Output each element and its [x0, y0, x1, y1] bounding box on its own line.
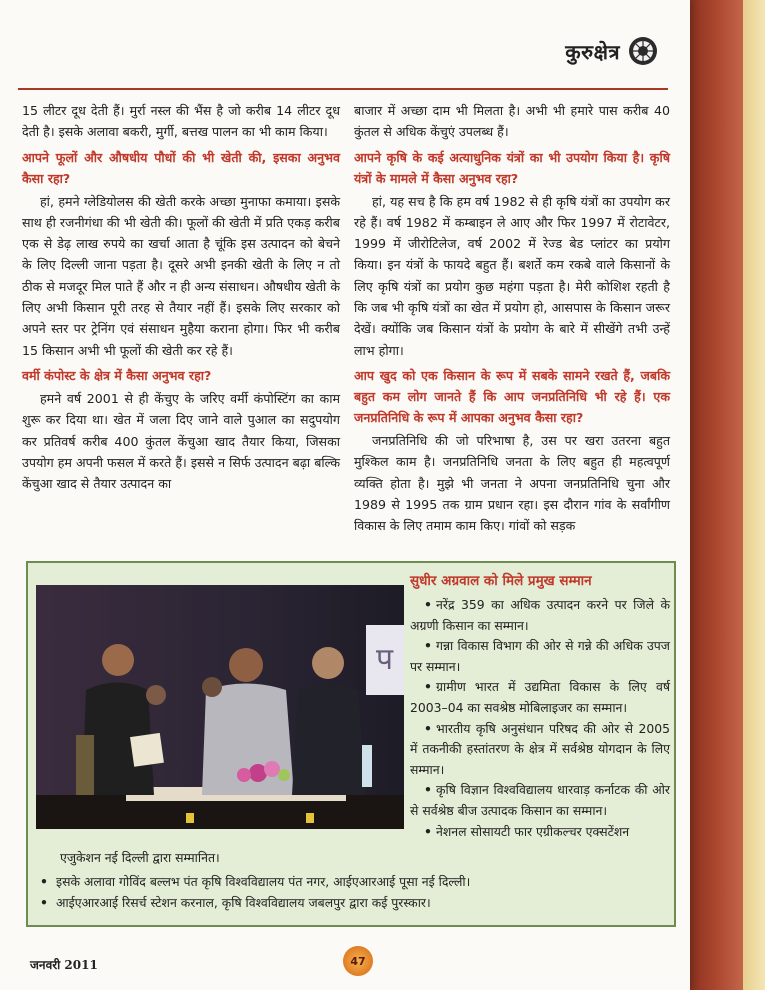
banner-letter: प: [376, 642, 394, 677]
page-edge-light: [743, 0, 765, 990]
right-paragraph-1: बाजार में अच्छा दाम भी मिलता है। अभी भी हमारे पास करीब 40 कुंतल से अधिक केंचुएं उपलब्ध हैं।: [354, 103, 670, 140]
left-column: [22, 100, 340, 494]
answer-flowers: हां, हमने ग्लेडियोलस की खेती करके अच्छा मुनाफा कमाया। इसके साथ ही रजनीगंधा की भी खेती की। फूलों की खेती में प्रति एकड़ करीब एक से डेढ़ लाख रुपये का खर्चा आता है चूंकि इस उत्पादन को बेचने के लिए दिल्ली जाना पड़ता है। दूसरे अभी इनकी खेती के लिए न तो ठीक से मजदूर मिल पाते हैं और न ही अन्य संसाधन। औषधीय खेती के लिए अभी किसान पूरी तरह से तैयार नहीं हैं। इसके लिए सरकार को अपने स्तर पर ट्रेनिंग एवं संसाधन मुहैया कराना होगा। फिर भी करीब 15 किसान अभी भी फूलों की खेती कर रहे हैं।: [22, 193, 340, 358]
awards-box: [26, 561, 676, 927]
magazine-title: कुरुक्षेत्र: [565, 39, 620, 64]
question-machinery: आपने कृषि के कई अत्याधुनिक यंत्रों का भी उपयोग किया है। कृषि यंत्रों के मामले में कैसा अनुभव रहा?: [354, 149, 670, 186]
award-item: • कृषि विज्ञान विश्वविद्यालय धारवाड़ कर्नाटक की ओर से सर्वश्रेष्ठ बीज उत्पादक किसान का सम्मान।: [410, 780, 670, 821]
question-flowers: आपने फूलों और औषधीय पौधों की भी खेती की, इसका अनुभव कैसा रहा?: [22, 149, 340, 186]
award-item: • नरेंद्र 359 का अधिक उत्पादन करने पर जिले के अग्रणी किसान का सम्मान।: [410, 595, 670, 636]
header-rule: [18, 88, 668, 90]
masthead: [565, 36, 658, 66]
award-item: • गन्ना विकास विभाग की ओर से गन्ने की अधिक उपज पर सम्मान।: [410, 636, 670, 677]
awards-continuation: एजुकेशन नई दिल्ली द्वारा सम्मानित।: [60, 850, 220, 865]
emblem-icon: [628, 36, 658, 66]
award-ceremony-photo: [36, 585, 404, 829]
left-paragraph-1: 15 लीटर दूध देती हैं। मुर्रा नस्ल की भैंस है जो करीब 14 लीटर दूध देती है। इसके अलावा बकरी, मुर्गी, बत्तख पालन का भी काम किया।: [22, 103, 340, 140]
awards-extra-list: [36, 871, 470, 913]
awards-list: [410, 595, 670, 842]
awards-title: सुधीर अग्रवाल को मिले प्रमुख सम्मान: [410, 573, 592, 589]
question-vermicompost: वर्मी कंपोस्ट के क्षेत्र में कैसा अनुभव रहा?: [22, 367, 212, 383]
award-item: • भारतीय कृषि अनुसंधान परिषद की ओर से 2005 में तकनीकी हस्तांतरण के क्षेत्र में सर्वश्रेष्ठ योगदान के लिए सम्मान।: [410, 719, 670, 781]
answer-vermicompost: हमने वर्ष 2001 से ही केंचुए के जरिए वर्मी कंपोस्टिंग का काम शुरू कर दिया था। खेत में जला दिए जाने वाले पुआल का सदुपयोग कर प्रतिवर्ष करीब 400 कुंतल केंचुआ खाद तैयार किया, जिसका उपयोग हम अपनी फसल में करते हैं। इससे न सिर्फ उत्पादन बढ़ा बल्कि केंचुआ खाद से तैयार उत्पादन का: [22, 390, 340, 492]
answer-representative: जनप्रतिनिधि की जो परिभाषा है, उस पर खरा उतरना बहुत मुश्किल काम है। जनप्रतिनिधि जनता के लिए बहुत ही महत्वपूर्ण व्यक्ति होता है। मुझे भी जनता ने अपना जनप्रतिनिधि चुना और 1989 से 1995 तक ग्राम प्रधान रहा। इस दौरान गांव के सर्वांगीण विकास के लिए तमाम काम किए। गांवों को सड़क: [354, 432, 670, 534]
issue-date: जनवरी 2011: [30, 958, 98, 972]
page-number: 47: [343, 946, 373, 976]
right-column: [354, 100, 670, 536]
answer-machinery: हां, यह सच है कि हम वर्ष 1982 से ही कृषि यंत्रों का उपयोग कर रहे हैं। वर्ष 1982 में कम्बाइन ले आए और फिर 1997 में रोटावेटर, 1999 में जीरोटिलेज, वर्ष 2002 में रेज्ड बेड प्लांटर का प्रयोग किया। इन यंत्रों के फायदे बहुत हैं। बशर्ते कम रकबे वाले किसानों के लिए कृषि यंत्रों का प्रयोग कुछ महंगा पड़ता है। मेरी कोशिश रहती है कि जब भी कृषि यंत्रों का खेत में प्रयोग हो, आसपास के किसान जरूर देखें। क्योंकि जब किसान यंत्रों के प्रयोग के बारे में सीखेंगे तभी उन्हें लाभ होगा।: [354, 193, 670, 358]
award-item: • नेशनल सोसायटी फार एग्रीकल्चर एक्सटेंशन: [410, 822, 670, 843]
award-extra-item: • आईएआरआई रिसर्च स्टेशन करनाल, कृषि विश्वविद्यालय जबलपुर द्वारा कई पुरस्कार।: [36, 892, 470, 913]
award-extra-item: • इसके अलावा गोविंद बल्लभ पंत कृषि विश्वविद्यालय पंत नगर, आईएआरआई पूसा नई दिल्ली।: [36, 871, 470, 892]
question-representative: आप खुद को एक किसान के रूप में सबके सामने रखते हैं, जबकि बहुत कम लोग जानते हैं कि आप जनप्रतिनिधि भी रहे हैं। एक जनप्रतिनिधि के रूप में आपका अनुभव कैसा रहा?: [354, 367, 670, 425]
award-item: • ग्रामीण भारत में उद्यमिता विकास के लिए वर्ष 2003–04 का सवश्रेष्ठ मोबिलाइजर का सम्मान।: [410, 677, 670, 718]
